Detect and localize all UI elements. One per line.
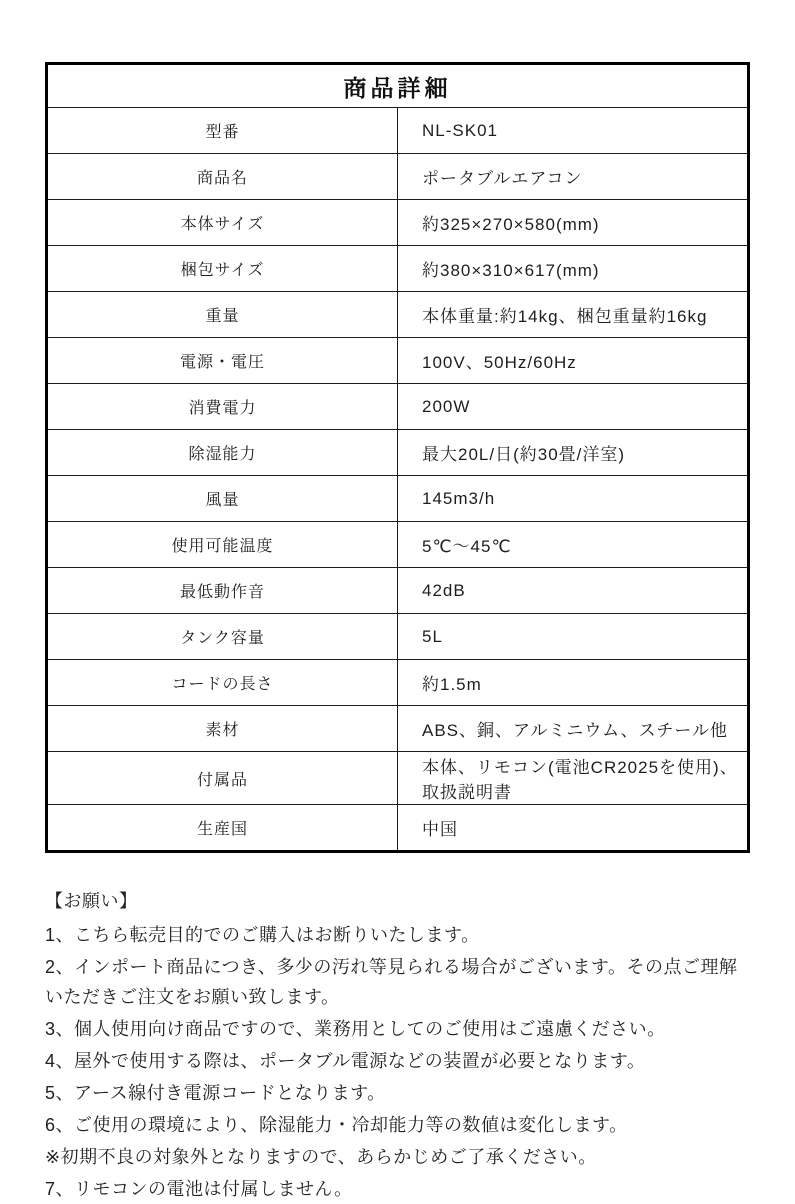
spec-value: 最大20L/日(約30畳/洋室) xyxy=(398,430,749,476)
table-row xyxy=(47,752,749,805)
table-title: 商品詳細 xyxy=(47,64,749,108)
table-row xyxy=(47,614,749,660)
table-row xyxy=(47,805,749,852)
spec-label: 素材 xyxy=(47,706,398,752)
spec-value: 42dB xyxy=(398,568,749,614)
spec-value: 100V、50Hz/60Hz xyxy=(398,338,749,384)
table-row xyxy=(47,660,749,706)
table-title-row xyxy=(47,64,749,108)
table-row xyxy=(47,338,749,384)
notes-list xyxy=(45,920,751,1204)
spec-label: 本体サイズ xyxy=(47,200,398,246)
spec-label: タンク容量 xyxy=(47,614,398,660)
spec-value: 約325×270×580(mm) xyxy=(398,200,749,246)
spec-label: 除湿能力 xyxy=(47,430,398,476)
spec-value: NL-SK01 xyxy=(398,108,749,154)
table-row xyxy=(47,568,749,614)
spec-label: 生産国 xyxy=(47,805,398,852)
spec-label: 電源・電圧 xyxy=(47,338,398,384)
product-spec-table xyxy=(45,62,750,853)
spec-value: ポータブルエアコン xyxy=(398,154,749,200)
note-item: 1、こちら転売目的でのご購入はお断りいたします。 xyxy=(45,925,480,945)
spec-value: 中国 xyxy=(398,805,749,852)
note-item: ※初期不良の対象外となりますので、あらかじめご了承ください。 xyxy=(45,1147,597,1167)
table-row xyxy=(47,522,749,568)
spec-label: 重量 xyxy=(47,292,398,338)
spec-value: 5℃～45℃ xyxy=(398,522,749,568)
note-item: 5、アース線付き電源コードとなります。 xyxy=(45,1083,386,1103)
spec-value: 約380×310×617(mm) xyxy=(398,246,749,292)
notes-section xyxy=(45,886,751,1204)
table-row xyxy=(47,200,749,246)
spec-label: 風量 xyxy=(47,476,398,522)
spec-label: 消費電力 xyxy=(47,384,398,430)
table-row xyxy=(47,246,749,292)
table-row xyxy=(47,292,749,338)
table-row xyxy=(47,476,749,522)
spec-value: 本体、リモコン(電池CR2025を使用)、取扱説明書 xyxy=(398,752,749,805)
spec-label: 型番 xyxy=(47,108,398,154)
spec-value: 5L xyxy=(398,614,749,660)
note-item: 2、インポート商品につき、多少の汚れ等見られる場合がございます。その点ご理解いただきご注文をお願い致します。 xyxy=(45,957,738,1007)
note-item: 7、リモコンの電池は付属しません。 xyxy=(45,1179,353,1199)
spec-value: 200W xyxy=(398,384,749,430)
spec-value: 145m3/h xyxy=(398,476,749,522)
table-row xyxy=(47,706,749,752)
notes-heading: 【お願い】 xyxy=(45,891,138,911)
spec-label: 使用可能温度 xyxy=(47,522,398,568)
spec-value: 約1.5m xyxy=(398,660,749,706)
spec-label: コードの長さ xyxy=(47,660,398,706)
table-row xyxy=(47,154,749,200)
note-item: 6、ご使用の環境により、除湿能力・冷却能力等の数値は変化します。 xyxy=(45,1115,628,1135)
note-item: 4、屋外で使用する際は、ポータブル電源などの装置が必要となります。 xyxy=(45,1051,646,1071)
note-item: 3、個人使用向け商品ですので、業務用としてのご使用はご遠慮ください。 xyxy=(45,1019,666,1039)
spec-table-body xyxy=(47,108,749,852)
spec-value: 本体重量:約14kg、梱包重量約16kg xyxy=(398,292,749,338)
table-row xyxy=(47,430,749,476)
spec-label: 梱包サイズ xyxy=(47,246,398,292)
spec-label: 最低動作音 xyxy=(47,568,398,614)
table-row xyxy=(47,384,749,430)
table-row xyxy=(47,108,749,154)
spec-label: 商品名 xyxy=(47,154,398,200)
spec-label: 付属品 xyxy=(47,752,398,805)
spec-value: ABS、銅、アルミニウム、スチール他 xyxy=(398,706,749,752)
